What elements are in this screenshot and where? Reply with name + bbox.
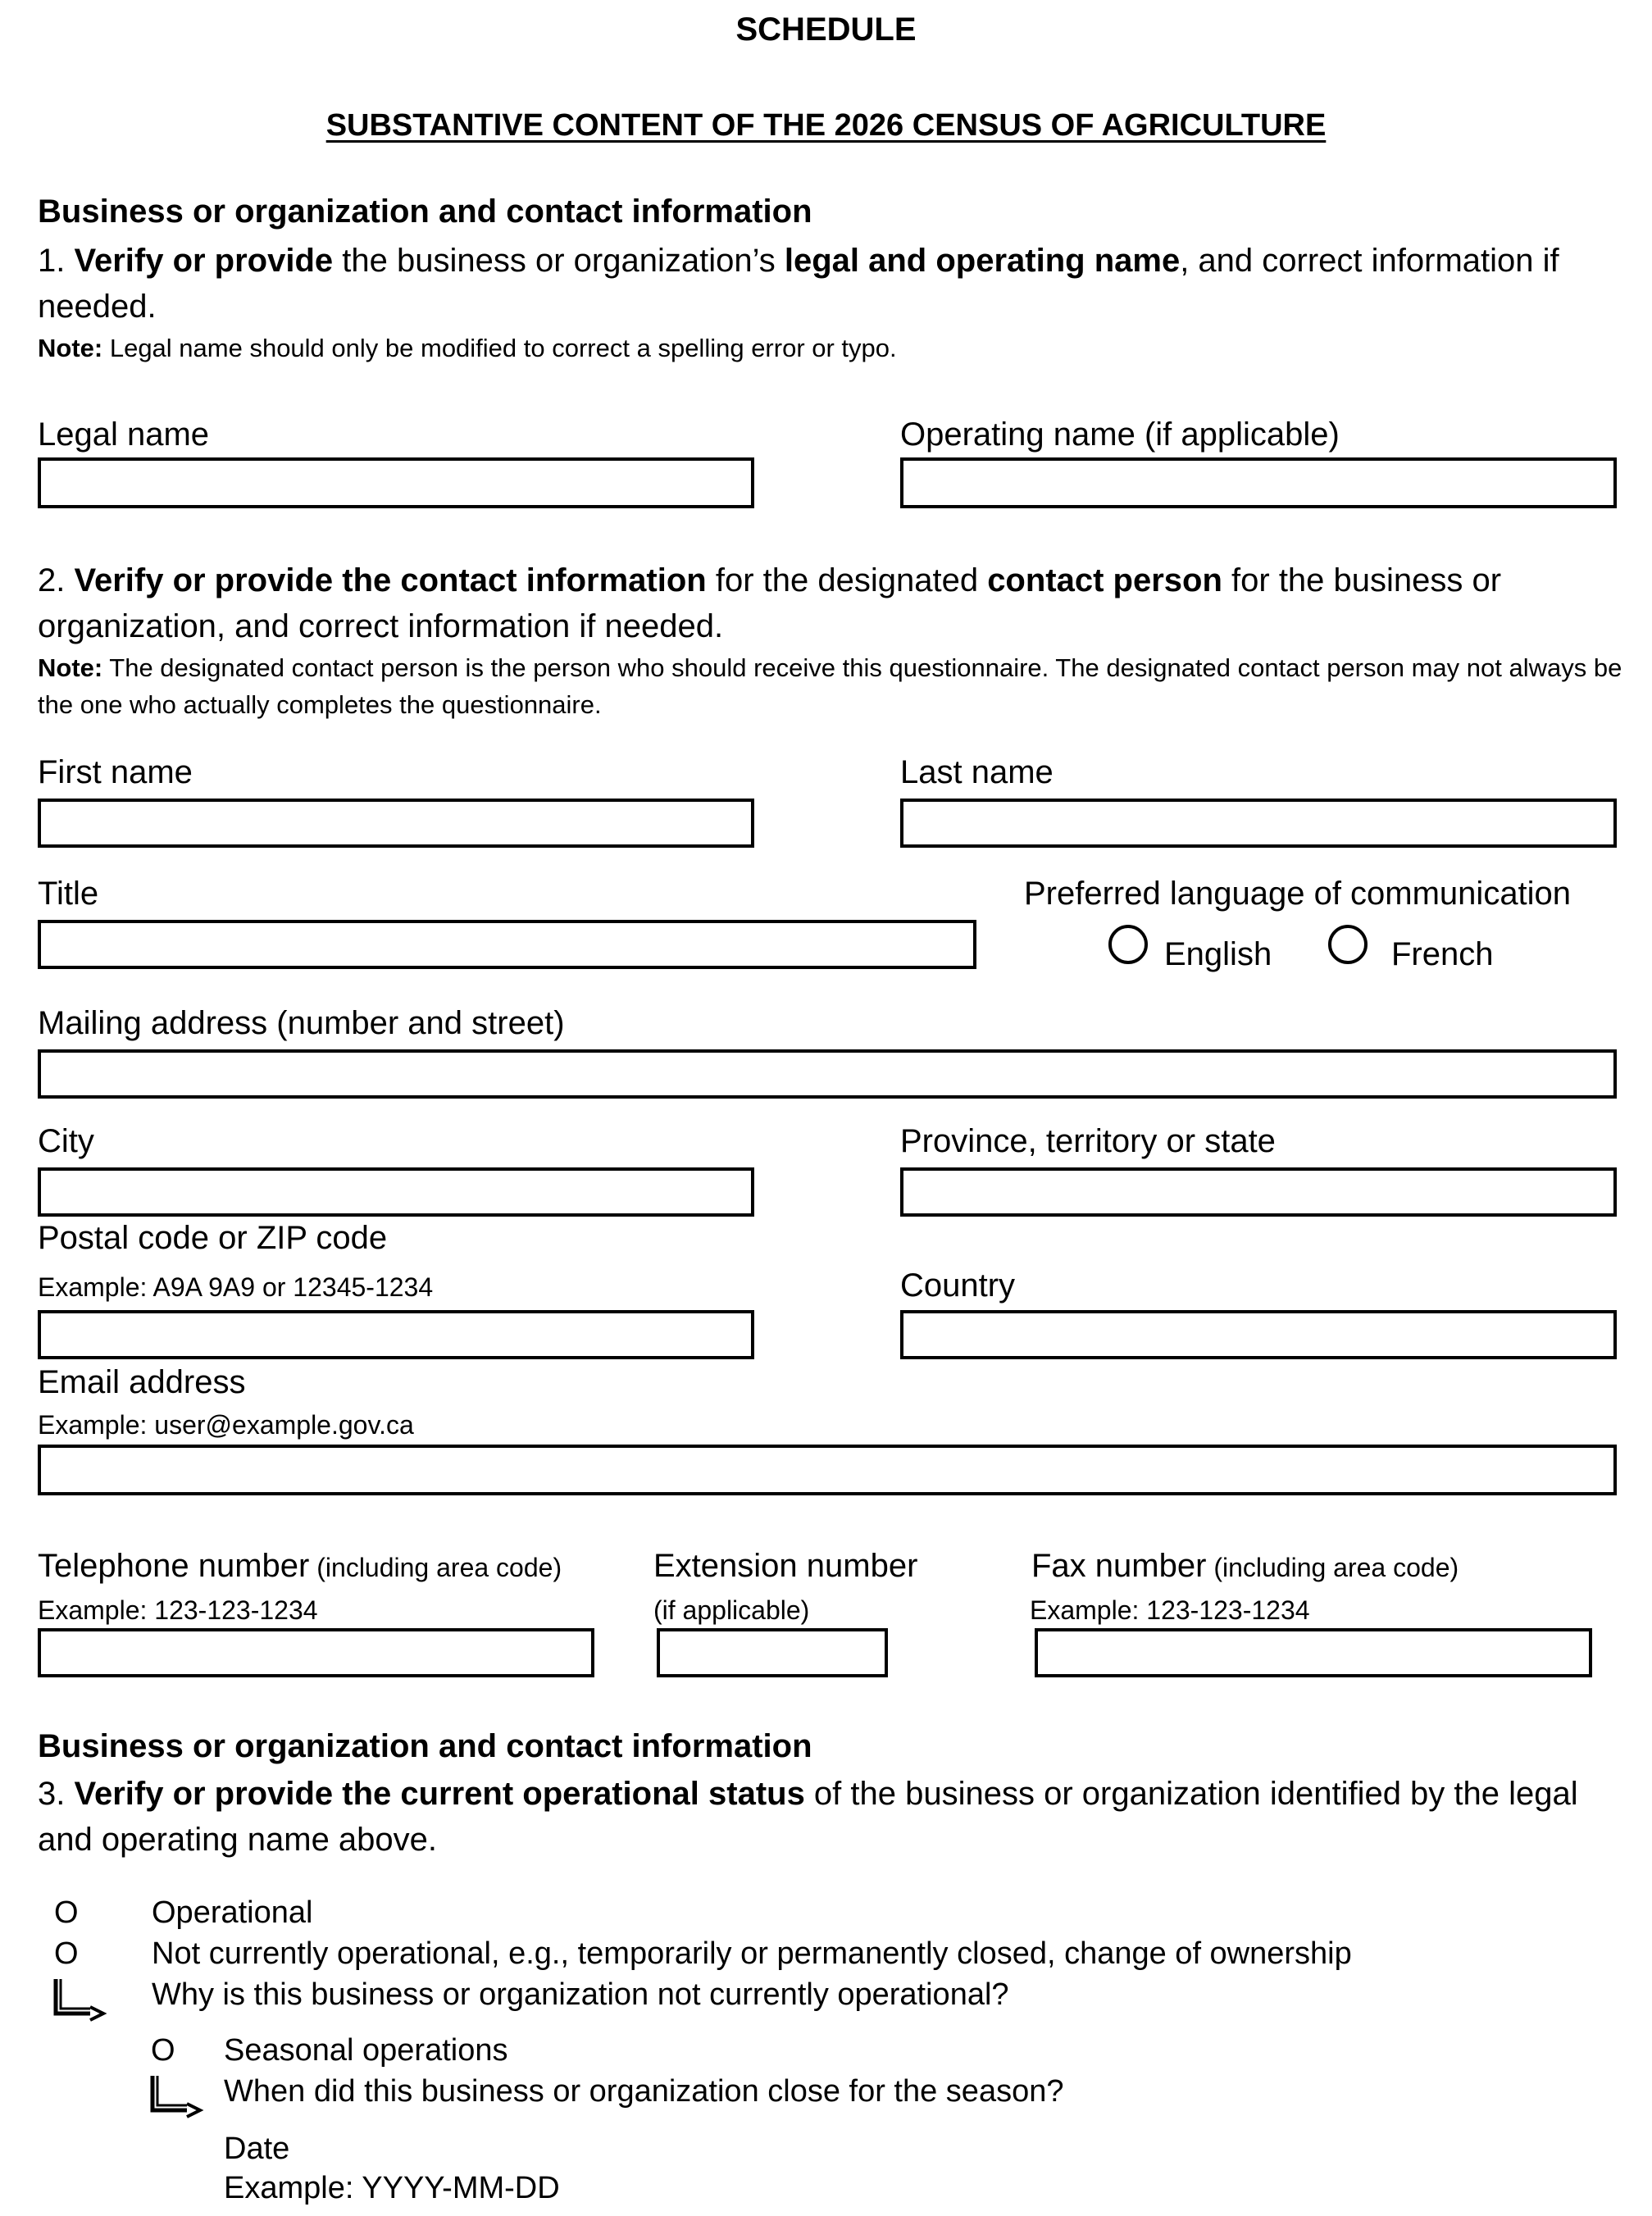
- date-example: Example: YYYY-MM-DD: [224, 2171, 560, 2205]
- postal-code-label: Postal code or ZIP code: [38, 1220, 388, 1256]
- q2-text-2: for the business or organization, and correct information if needed.: [38, 562, 1502, 644]
- question-1: [38, 238, 1636, 330]
- first-name-label: First name: [38, 754, 193, 790]
- fax-note: (including area code): [1206, 1553, 1459, 1582]
- email-example: Example: user@example.gov.ca: [38, 1410, 414, 1440]
- sub-follow-up-arrow-icon: [146, 2074, 207, 2123]
- legal-name-label: Legal name: [38, 416, 210, 453]
- mailing-address-label: Mailing address (number and street): [38, 1005, 565, 1041]
- operational-label: Operational: [152, 1895, 313, 1930]
- q1-text-1: the business or organization’s: [333, 243, 785, 279]
- title-input[interactable]: [38, 920, 976, 969]
- fax-example: Example: 123-123-1234: [1030, 1595, 1310, 1625]
- title-label: Title: [38, 876, 99, 912]
- section-heading: Business or organization and contact information: [38, 193, 812, 230]
- q2-bold-2: contact person: [987, 562, 1222, 598]
- question-3: [38, 1771, 1636, 1863]
- telephone-example: Example: 123-123-1234: [38, 1595, 318, 1625]
- telephone-note: (including area code): [309, 1553, 562, 1582]
- date-label: Date: [224, 2132, 290, 2166]
- english-label: English: [1164, 936, 1272, 972]
- city-input[interactable]: [38, 1167, 754, 1217]
- follow-up-question: Why is this business or organization not currently operational?: [152, 1977, 1009, 2012]
- french-radio[interactable]: [1328, 925, 1368, 964]
- fax-input[interactable]: [1035, 1628, 1592, 1677]
- province-input[interactable]: [900, 1167, 1617, 1217]
- english-radio[interactable]: [1108, 925, 1148, 964]
- extension-input[interactable]: [657, 1628, 888, 1677]
- question-2: [38, 557, 1636, 649]
- email-input[interactable]: [38, 1445, 1617, 1495]
- country-label: Country: [900, 1267, 1016, 1304]
- sub-follow-up-question: When did this business or organization close for the season?: [224, 2074, 1064, 2109]
- extension-label: Extension number: [653, 1548, 918, 1584]
- not-operational-label: Not currently operational, e.g., temporarily or permanently closed, change of ownership: [152, 1936, 1352, 1971]
- question-number: 1.: [38, 243, 75, 279]
- page-title: SCHEDULE: [735, 11, 917, 48]
- city-label: City: [38, 1123, 94, 1159]
- postal-code-example: Example: A9A 9A9 or 12345-1234: [38, 1272, 434, 1302]
- operational-radio[interactable]: O: [54, 1895, 79, 1930]
- postal-code-input[interactable]: [38, 1310, 754, 1359]
- note-text: The designated contact person is the person who should receive this questionnaire. The designated contact person may not always be the one who actually completes the questionnaire.: [38, 653, 1622, 719]
- note-label: Note:: [38, 334, 103, 362]
- note-1: [38, 330, 1636, 366]
- french-label: French: [1391, 936, 1494, 972]
- operating-name-input[interactable]: [900, 457, 1617, 508]
- q1-text-2: , and correct information if needed.: [38, 243, 1559, 325]
- telephone-label-text: Telephone number: [38, 1548, 310, 1584]
- note-2: [38, 649, 1636, 723]
- q3-bold-1: Verify or provide the current operational status: [74, 1776, 805, 1812]
- telephone-input[interactable]: [38, 1628, 594, 1677]
- fax-label-text: Fax number: [1031, 1548, 1207, 1584]
- legal-name-input[interactable]: [38, 457, 754, 508]
- note-label: Note:: [38, 653, 103, 682]
- operating-name-label: Operating name (if applicable): [900, 416, 1340, 453]
- last-name-input[interactable]: [900, 799, 1617, 848]
- mailing-address-input[interactable]: [38, 1049, 1617, 1099]
- language-label: Preferred language of communication: [1024, 876, 1572, 912]
- section-heading: Business or organization and contact information: [38, 1728, 812, 1764]
- country-input[interactable]: [900, 1310, 1617, 1359]
- seasonal-radio[interactable]: O: [151, 2033, 175, 2068]
- seasonal-label: Seasonal operations: [224, 2033, 508, 2068]
- email-label: Email address: [38, 1364, 246, 1400]
- follow-up-arrow-icon: [49, 1977, 110, 2027]
- q1-bold-1: Verify or provide: [74, 243, 334, 279]
- q2-text-1: for the designated: [706, 562, 988, 598]
- q1-bold-2: legal and operating name: [784, 243, 1181, 279]
- subtitle-text: SUBSTANTIVE CONTENT OF THE 2026 CENSUS OF AGRICULTURE: [325, 108, 1327, 143]
- first-name-input[interactable]: [38, 799, 754, 848]
- question-number: 2.: [38, 562, 75, 598]
- extension-note: (if applicable): [653, 1595, 810, 1625]
- question-number: 3.: [38, 1776, 75, 1812]
- telephone-label: [38, 1548, 562, 1585]
- province-label: Province, territory or state: [900, 1123, 1276, 1159]
- note-text: Legal name should only be modified to correct a spelling error or typo.: [102, 334, 897, 362]
- q2-bold-1: Verify or provide the contact information: [74, 562, 707, 598]
- not-operational-radio[interactable]: O: [54, 1936, 79, 1971]
- q3-text-1: of the business or organization identified by the legal and operating name above.: [38, 1776, 1578, 1858]
- fax-label: [1031, 1548, 1459, 1585]
- document-subtitle: [0, 108, 1652, 143]
- last-name-label: Last name: [900, 754, 1054, 790]
